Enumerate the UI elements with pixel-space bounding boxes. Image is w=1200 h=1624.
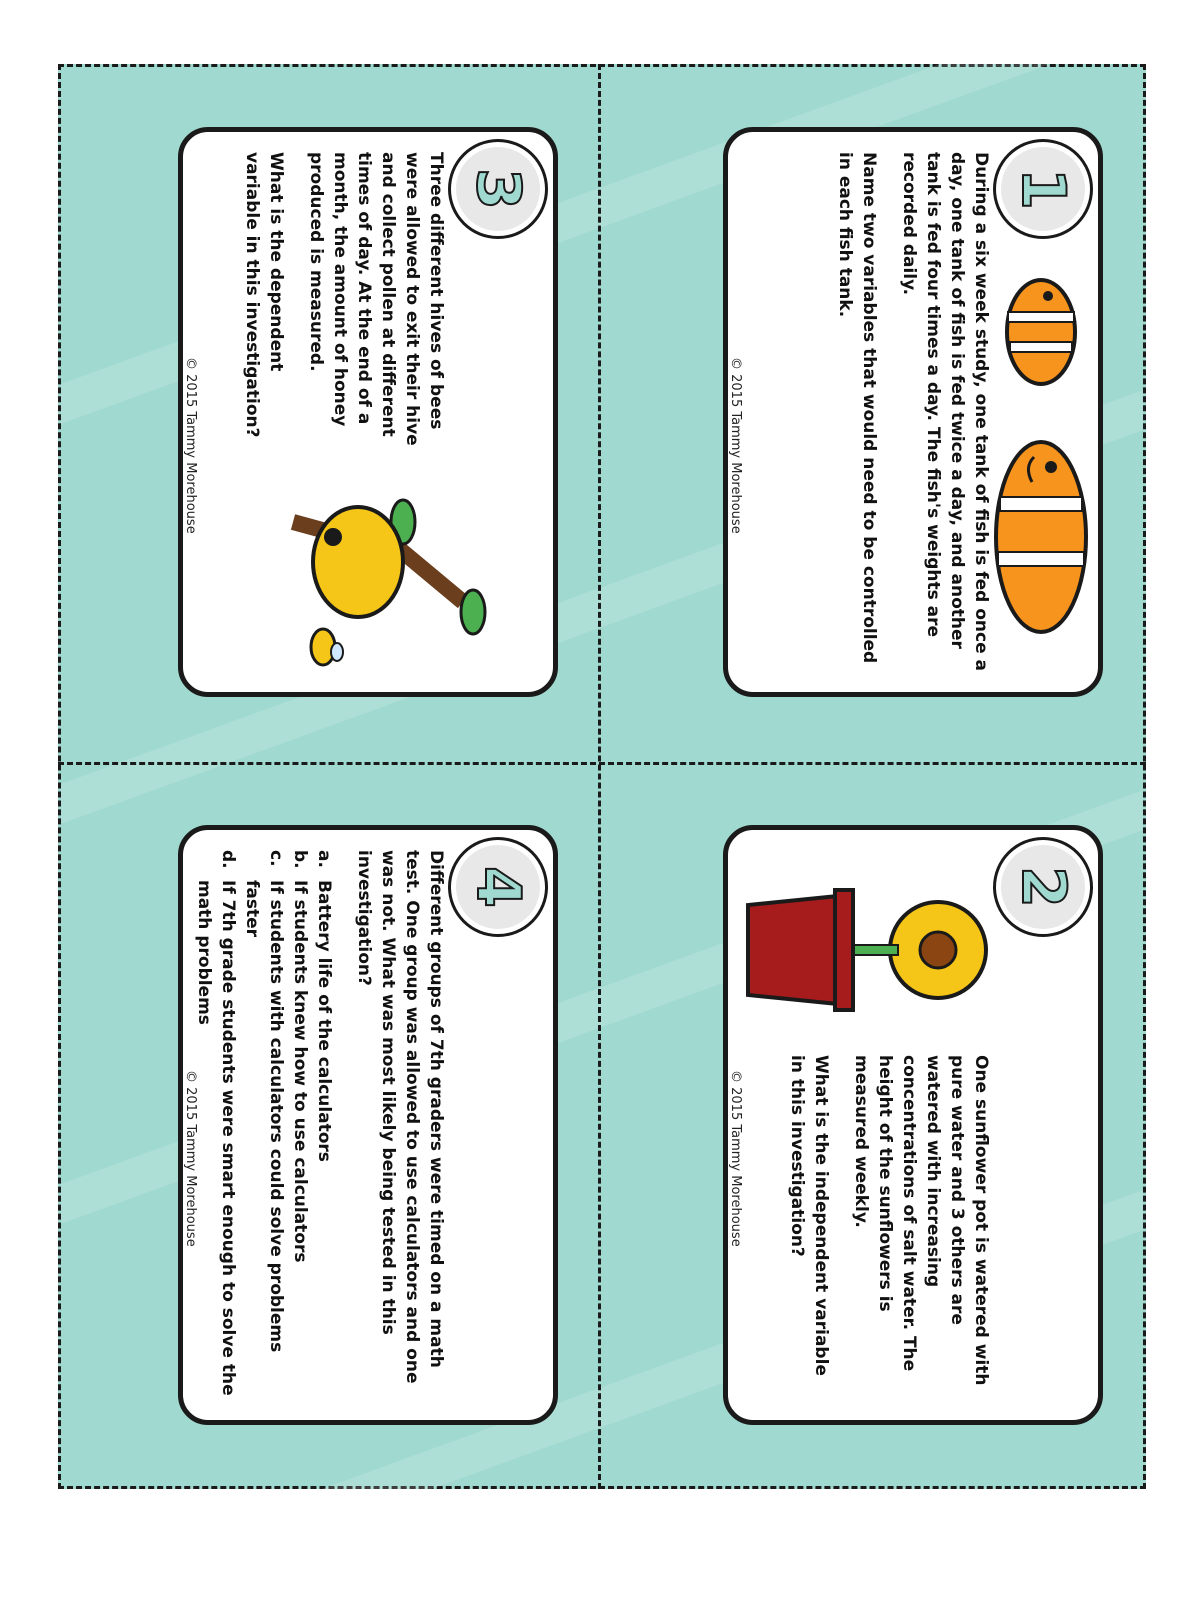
card-text [817, 152, 993, 677]
clownfish-small-icon [1007, 280, 1075, 384]
card-panel [723, 825, 1103, 1425]
card-question: Name two variables that would need to be controlled in each fish tank. [835, 152, 879, 664]
copyright-text: © 2015 Tammy Morehouse [183, 1070, 198, 1247]
card-number-badge: 2 [996, 840, 1090, 934]
task-card-2 [601, 765, 1143, 1486]
answer-option: d. If 7th grade students were smart enough to solve the math problems [194, 850, 238, 1396]
flower-pot-icon [748, 890, 853, 1010]
beehive-illustration [283, 462, 523, 682]
card-question: What is the dependent variable in this investigation? [242, 152, 286, 438]
card-panel [178, 825, 558, 1425]
copyright-text: © 2015 Tammy Morehouse [728, 357, 743, 534]
clownfish-illustration [986, 272, 1096, 652]
card-body: During a six week study, one tank of fish is fed once a day, one tank of fish is fed twice a day, and another tank is fed four times a day. The fish's weights are recorded daily. [899, 152, 991, 672]
task-card-3 [61, 67, 598, 762]
card-panel [178, 127, 558, 697]
copyright-text: © 2015 Tammy Morehouse [183, 357, 198, 534]
answer-options [192, 850, 336, 1410]
card-body: One sunflower pot is watered with pure water and 3 others are watered with increasing concentrations of salt water. The height of the sunflowers is measured weekly. [851, 1055, 991, 1386]
card-panel [723, 127, 1103, 697]
task-card-1 [601, 67, 1143, 762]
card-number-badge: 1 [996, 142, 1090, 236]
sunflower-icon [838, 902, 986, 998]
card-number-badge: 4 [451, 840, 545, 934]
task-card-4 [61, 765, 598, 1486]
card-body: Three different hives of bees were allowed to exit their hive and collect pollen at different times of day. At the end of a month, the amount of honey produced is measured. [306, 152, 446, 446]
copyright-text: © 2015 Tammy Morehouse [728, 1070, 743, 1247]
card-question: What is the independent variable in this investigation? [787, 1055, 831, 1376]
answer-option: a. Battery life of the calculators [314, 850, 334, 1162]
card-text [224, 152, 448, 452]
card-text [769, 1055, 993, 1395]
card-body: Different groups of 7th graders were timed on a math test. One group was allowed to use calculators and one was not. What was most likely being tested in this investigation? [354, 850, 446, 1384]
sunflower-pot-illustration [738, 850, 998, 1040]
bee-icon [311, 629, 343, 665]
beehive-icon [313, 507, 403, 617]
clownfish-large-icon [996, 442, 1086, 632]
card-number-badge: 3 [451, 142, 545, 236]
answer-option: c. If students with calculators could solve problems faster [242, 850, 286, 1353]
card-text [192, 850, 448, 1410]
answer-option: b. If students knew how to use calculators [290, 850, 310, 1263]
